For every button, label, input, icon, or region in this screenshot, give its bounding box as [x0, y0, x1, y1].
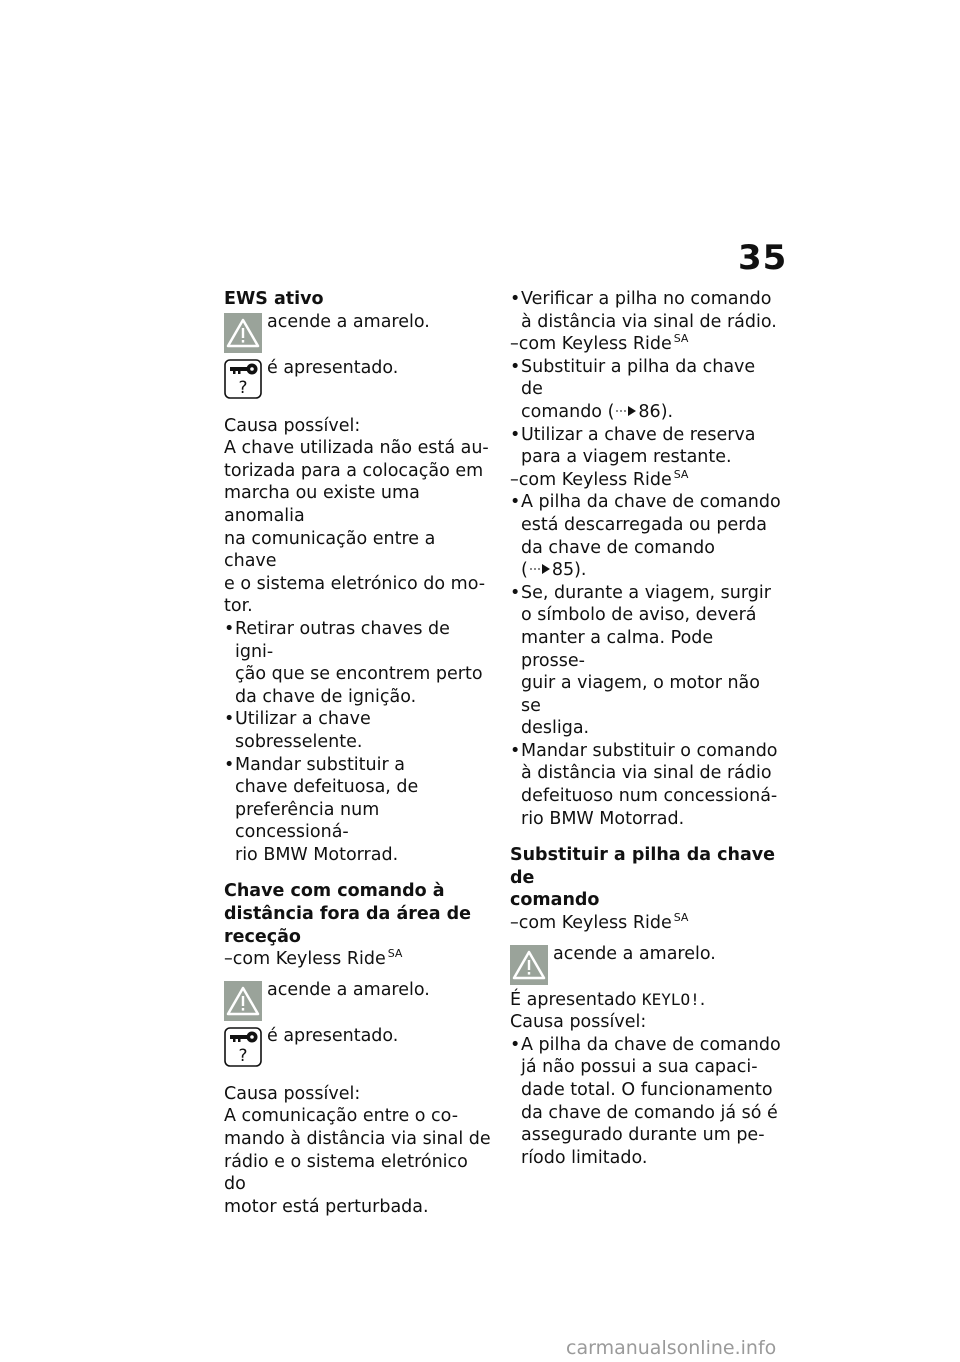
- list-item-line: • Mandar substituir a: [235, 754, 405, 775]
- special-accessory-mark: SA: [387, 947, 403, 961]
- special-accessory-mark: SA: [673, 911, 689, 925]
- list-item-line: guir a viagem, o motor não se: [521, 673, 760, 716]
- section-heading-range: [224, 880, 492, 948]
- special-accessory-mark: SA: [673, 467, 689, 481]
- list-item-line: manter a calma. Pode prosse-: [521, 627, 714, 671]
- list-item-line: • A pilha da chave de comando: [521, 492, 781, 513]
- cause-line: rádio e o sistema eletrónico do: [224, 1151, 468, 1195]
- list-item: [510, 288, 782, 333]
- page-reference[interactable]: 85: [551, 560, 575, 581]
- text-fragment: comando (: [521, 401, 615, 422]
- text-fragment: ).: [660, 401, 674, 422]
- section-heading-battery: [510, 844, 782, 912]
- list-item-line: ríodo limitado.: [521, 1147, 648, 1168]
- cause-line: motor está perturbada.: [224, 1196, 429, 1217]
- cause-line: tor.: [224, 596, 253, 617]
- list-item-line: já não possui a sua capaci-: [521, 1057, 758, 1078]
- key-indicator-text: é apresentado.: [267, 1025, 399, 1046]
- special-accessory-mark: SA: [673, 332, 689, 346]
- svg-text:?: ?: [238, 1045, 248, 1066]
- page-number: 35: [738, 238, 788, 278]
- warning-triangle-icon: [510, 945, 548, 985]
- text-fragment: (: [521, 560, 528, 581]
- cause-line: A comunicação entre o co-: [224, 1106, 459, 1127]
- cause-line: na comunicação entre a chave: [224, 528, 436, 572]
- warning-triangle-icon: [224, 313, 262, 353]
- text-fragment: .: [699, 989, 706, 1010]
- key-indicator-text: é apresentado.: [267, 357, 399, 378]
- watermark: carmanualsonline.info: [566, 1337, 777, 1359]
- keyless-ride-label: com Keyless Ride: [518, 469, 672, 490]
- heading-line: comando: [510, 890, 600, 911]
- list-item-line: à distância via sinal de rádio: [521, 763, 772, 784]
- list-item: [510, 356, 782, 424]
- list-item-line: [521, 559, 782, 582]
- list-item: [510, 740, 782, 830]
- list-item-line: defeituoso num concessioná-: [521, 786, 778, 807]
- page-reference[interactable]: 86: [638, 401, 661, 422]
- list-item-line: chave defeituosa, de: [235, 777, 419, 798]
- list-item-line: rio BMW Motorrad.: [521, 808, 685, 829]
- warning-indicator-text: acende a amarelo.: [267, 311, 430, 332]
- cause-label: Causa possível:: [510, 1012, 647, 1033]
- list-item: [510, 424, 782, 469]
- page-reference-arrow-icon: [528, 563, 552, 575]
- warning-triangle-icon: [224, 981, 262, 1021]
- heading-line: Substituir a pilha da chave de: [510, 845, 776, 888]
- list-item-line: • Substituir a pilha da chave de: [521, 356, 756, 400]
- list-item-line: assegurado durante um pe-: [521, 1125, 765, 1146]
- left-column: [224, 288, 492, 1218]
- list-item-line: dade total. O funcionamento: [521, 1080, 773, 1100]
- list-item: [510, 491, 782, 581]
- keyless-ride-label: com Keyless Ride: [518, 913, 672, 934]
- list-item-line: da chave de comando: [521, 537, 715, 558]
- keyless-ride-note: [510, 912, 782, 935]
- keyless-ride-label: com Keyless Ride: [518, 334, 672, 355]
- list-item-line: • Mandar substituir o comando: [521, 740, 778, 761]
- list-item-line: • Utilizar a chave de reserva: [521, 424, 756, 445]
- list-item-line: [521, 401, 782, 424]
- list-item-line: • Se, durante a viagem, surgir: [521, 582, 771, 603]
- list-item-line: da chave de ignição.: [235, 686, 417, 707]
- cause-line: e o sistema eletrónico do mo-: [224, 573, 486, 594]
- list-item-line: • Retirar outras chaves de igni-: [235, 618, 450, 662]
- svg-text:?: ?: [238, 377, 248, 398]
- cause-line: A chave utilizada não está au-: [224, 438, 489, 459]
- right-column: [510, 288, 782, 1169]
- key-question-icon: [224, 359, 262, 399]
- key-question-icon: [224, 1027, 262, 1067]
- keyless-ride-note: [510, 469, 782, 492]
- cause-line: marcha ou existe uma anomalia: [224, 483, 420, 526]
- list-item-line: preferência num concessioná-: [235, 799, 380, 843]
- warning-indicator-row: [510, 943, 782, 989]
- key-indicator-row: [224, 357, 492, 407]
- list-item-line: • Verificar a pilha no comando: [521, 289, 772, 309]
- list-item: • Utilizar a chave sobresselente.: [224, 708, 492, 753]
- list-item-line: desliga.: [521, 718, 590, 739]
- list-item: [510, 1034, 782, 1170]
- list-item-line: está descarregada ou perda: [521, 514, 768, 535]
- heading-line: receção: [224, 926, 301, 947]
- display-message: [510, 989, 782, 1012]
- list-item-line: rio BMW Motorrad.: [235, 844, 399, 865]
- keyless-ride-note: [510, 333, 782, 356]
- text-fragment: É apresentado: [510, 989, 642, 1010]
- warning-indicator-row: [224, 311, 492, 357]
- page-reference-arrow-icon: [614, 405, 638, 417]
- list-item: [224, 754, 492, 867]
- section-heading-ews: EWS ativo: [224, 289, 324, 309]
- keyless-ride-label: com Keyless Ride: [232, 949, 386, 970]
- display-code: KEYLO!: [641, 989, 700, 1009]
- key-indicator-row: [224, 1025, 492, 1075]
- cause-label: Causa possível:: [224, 415, 361, 436]
- list-item: [224, 618, 492, 708]
- cause-text: [224, 437, 492, 618]
- list-item-line: ção que se encontrem perto: [235, 664, 483, 685]
- warning-indicator-text: acende a amarelo.: [553, 943, 716, 964]
- keyless-ride-note: [224, 948, 492, 971]
- warning-indicator-text: acende a amarelo.: [267, 979, 430, 1000]
- list-item-line: para a viagem restante.: [521, 447, 732, 468]
- cause-text: [224, 1105, 492, 1218]
- list-item-line: à distância via sinal de rádio.: [521, 311, 777, 332]
- heading-line: Chave com comando à: [224, 881, 445, 902]
- warning-indicator-row: [224, 979, 492, 1025]
- list-item-line: • A pilha da chave de comando: [521, 1034, 781, 1055]
- list-item: [510, 582, 782, 740]
- cause-line: mando à distância via sinal de: [224, 1129, 491, 1150]
- heading-line: distância fora da área de: [224, 904, 472, 925]
- cause-label: Causa possível:: [224, 1083, 361, 1104]
- text-fragment: ).: [574, 560, 587, 581]
- cause-line: torizada para a colocação em: [224, 460, 484, 481]
- list-item-line: o símbolo de aviso, deverá: [521, 605, 757, 626]
- list-item-line: da chave de comando já só é: [521, 1102, 778, 1123]
